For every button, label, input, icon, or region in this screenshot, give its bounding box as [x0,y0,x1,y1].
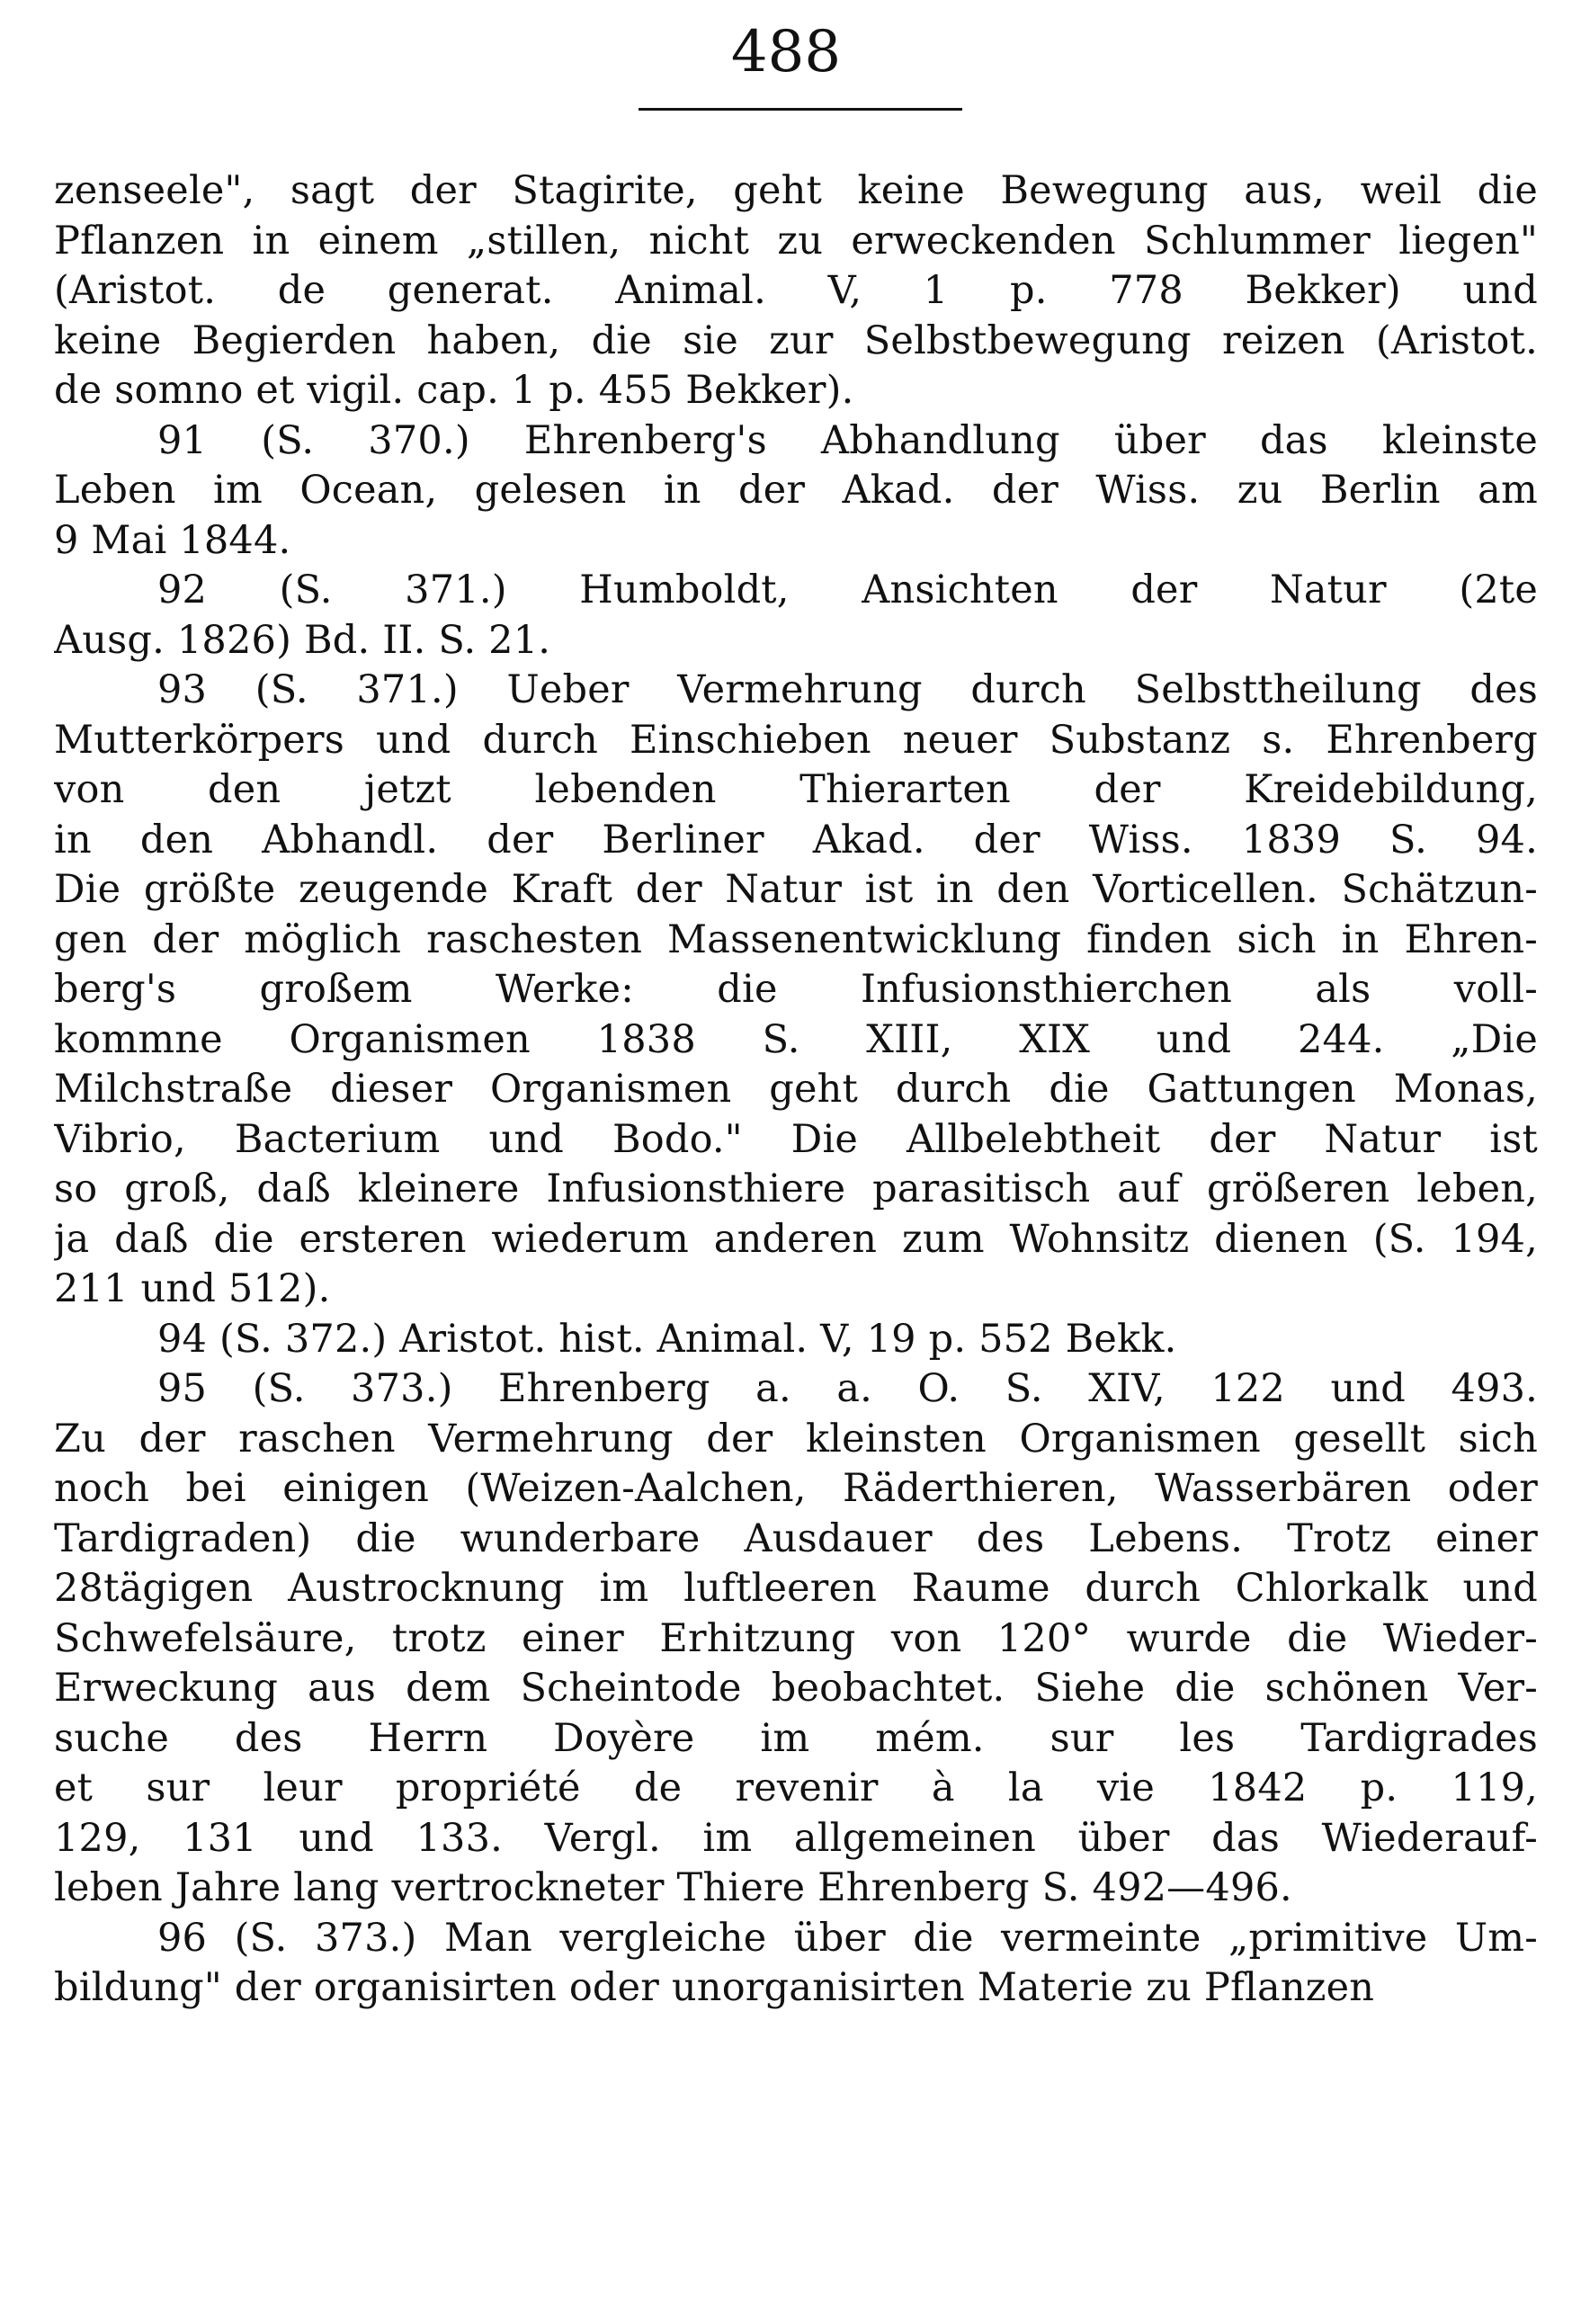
text-line: de somno et vigil. cap. 1 p. 455 Bekker). [54,368,854,413]
text-line: 9 Mai 1844. [54,517,291,563]
text-line: Schwefelsäure, trotz einer Erhitzung von 120° wurde die Wieder- [54,1615,1538,1661]
text-line: keine Begierden haben, die sie zur Selbstbewegung reizen (Aristot. [54,317,1538,363]
text-line: Die größte zeugende Kraft der Natur ist in den Vorticellen. Schätzun- [54,867,1538,912]
footnote-start-line: 91 (S. 370.) Ehrenberg's Abhandlung über das kleinste [157,417,1538,463]
text-line: Erweckung aus dem Scheintode beobachtet. Siehe die schönen Ver- [54,1666,1538,1711]
text-line: 129, 131 und 133. Vergl. im allgemeinen über das Wiederauf- [54,1815,1538,1861]
footnote-start-line: 93 (S. 371.) Ueber Vermehrung durch Selbsttheilung des [157,667,1538,712]
body-text [54,166,1538,2014]
footnote-start-line: 94 (S. 372.) Aristot. hist. Animal. V, 19 p. 552 Bekk. [157,1316,1177,1362]
text-line: suche des Herrn Doyère im mém. sur les Tardigrades [54,1715,1538,1761]
footnote-start-line: 96 (S. 373.) Man vergleiche über die vermeinte „primitive Um- [157,1915,1538,1961]
text-line: Pflanzen in einem „stillen, nicht zu erweckenden Schlummer liegen" [54,218,1538,264]
text-line: Leben im Ocean, gelesen in der Akad. der Wiss. zu Berlin am [54,468,1538,513]
text-line: noch bei einigen (Weizen-Aalchen, Räderthieren, Wasserbären oder [54,1466,1538,1511]
text-line: 211 und 512). [54,1266,331,1311]
header-rule [639,108,962,111]
text-line: so groß, daß kleinere Infusionsthiere parasitisch auf größeren leben, [54,1166,1538,1211]
text-line: 28tägigen Austrocknung im luftleeren Raume durch Chlorkalk und [54,1566,1538,1611]
text-line: Vibrio, Bacterium und Bodo." Die Allbelebtheit der Natur ist [54,1116,1538,1162]
text-line: Ausg. 1826) Bd. II. S. 21. [54,617,551,663]
text-line: (Aristot. de generat. Animal. V, 1 p. 778 Bekker) und [54,268,1538,313]
text-line: kommne Organismen 1838 S. XIII, XIX und 244. „Die [54,1016,1538,1062]
text-line: von den jetzt lebenden Thierarten der Kreidebildung, [54,767,1538,812]
text-line: leben Jahre lang vertrockneter Thiere Ehrenberg S. 492—496. [54,1865,1292,1910]
footnote-start-line: 92 (S. 371.) Humboldt, Ansichten der Natur (2te [157,568,1538,612]
text-line: Mutterkörpers und durch Einschieben neuer Substanz s. Ehrenberg [54,717,1538,763]
text-line: berg's großem Werke: die Infusionsthierchen als voll- [54,967,1538,1012]
text-line: Tardigraden) die wunderbare Ausdauer des Lebens. Trotz einer [54,1515,1538,1561]
text-line: Zu der raschen Vermehrung der kleinsten Organismen gesellt sich [54,1416,1538,1461]
page-number: 488 [730,19,842,85]
text-line: in den Abhandl. der Berliner Akad. der Wiss. 1839 S. 94. [54,817,1538,863]
text-line: gen der möglich raschesten Massenentwicklung finden sich in Ehren- [54,916,1538,962]
text-line: ja daß die ersteren wiederum anderen zum Wohnsitz dienen (S. 194, [54,1216,1538,1262]
footnote-start-line: 95 (S. 373.) Ehrenberg a. a. O. S. XIV, 122 und 493. [157,1366,1538,1411]
text-line: Milchstraße dieser Organismen geht durch die Gattungen Monas, [54,1067,1538,1112]
text-line: bildung" der organisirten oder unorganisirten Materie zu Pflanzen [54,1965,1375,2010]
text-line: zenseele", sagt der Stagirite, geht keine Bewegung aus, weil die [54,168,1538,213]
text-line: et sur leur propriété de revenir à la vie 1842 p. 119, [54,1765,1538,1810]
